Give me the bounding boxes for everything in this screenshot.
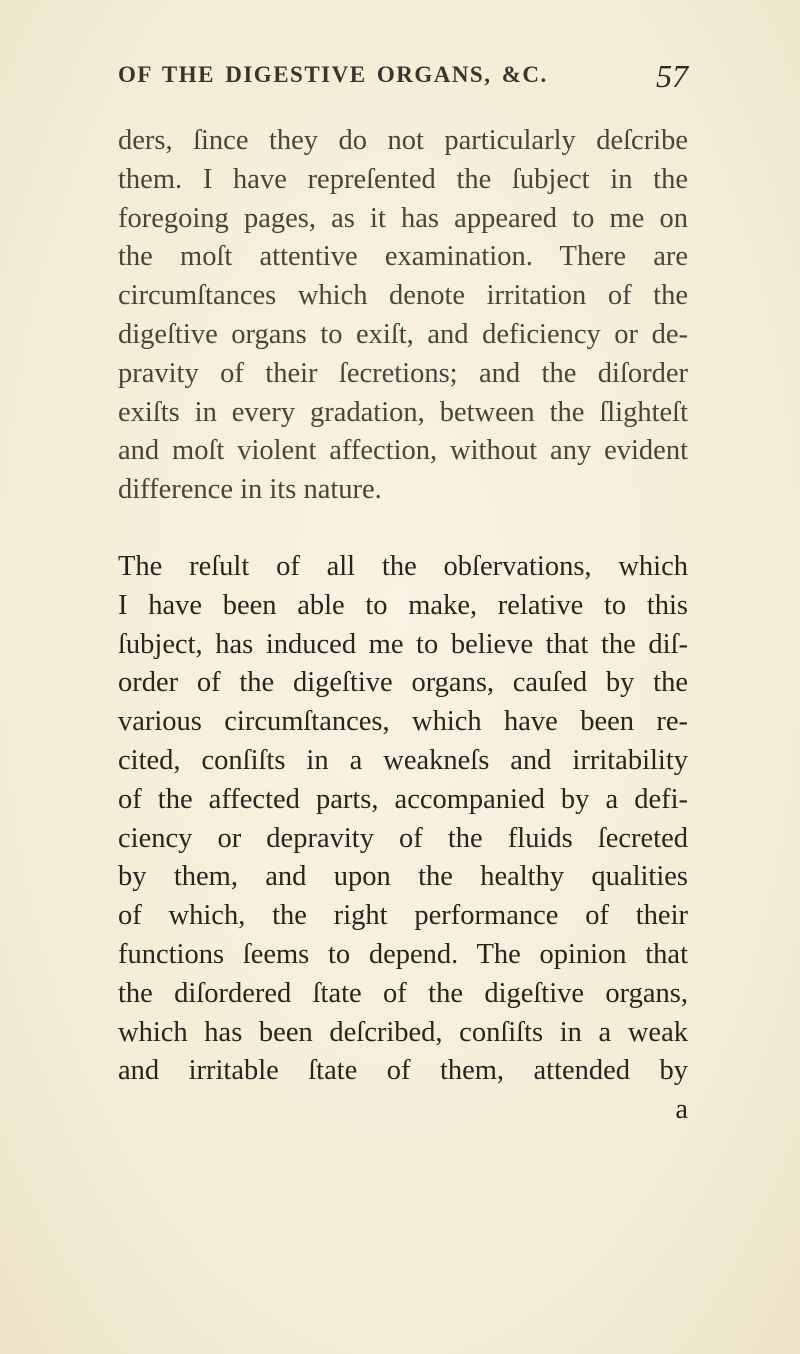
text-line: ſubject, has induced me to believe that the diſ-: [118, 628, 688, 660]
text-line: which has been deſcribed, conſiſts in a weak: [118, 1016, 688, 1048]
paragraph-2: [118, 548, 688, 1130]
text-line: the moſt attentive examination. There are: [118, 241, 688, 273]
text-line: by them, and upon the healthy qualities: [118, 861, 688, 893]
text-line: circumſtances which denote irritation of the: [118, 280, 688, 312]
text-line: order of the digeſtive organs, cauſed by the: [118, 667, 688, 699]
text-line: I have been able to make, relative to this: [118, 589, 688, 621]
text-line: difference in its nature.: [118, 474, 382, 506]
paragraph-spacer: [118, 510, 688, 548]
text-line: them. I have repreſented the ſubject in the: [118, 163, 688, 195]
running-title: OF THE DIGESTIVE ORGANS, &C.: [118, 62, 548, 87]
page-number: 57: [656, 58, 688, 94]
text-line: digeſtive organs to exiſt, and deficiency or de-: [118, 318, 688, 350]
running-head: [118, 58, 688, 96]
catchword: a: [675, 1094, 688, 1126]
text-line: pravity of their ſecretions; and the diſorder: [118, 357, 688, 389]
text-line: the diſordered ſtate of the digeſtive organs,: [118, 977, 688, 1009]
text-line: exiſts in every gradation, between the ſlighteſt: [118, 396, 688, 428]
text-line: ders, ſince they do not particularly deſcribe: [118, 125, 688, 156]
paragraph-1: [118, 122, 688, 510]
body-text: [118, 122, 688, 1130]
text-line: and moſt violent affection, without any evident: [118, 435, 688, 467]
text-line: of which, the right performance of their: [118, 900, 688, 932]
text-line: foregoing pages, as it has appeared to me on: [118, 202, 688, 234]
text-line: of the affected parts, accompanied by a defi-: [118, 783, 688, 815]
text-line: The reſult of all the obſervations, which: [118, 550, 688, 582]
text-line: cited, conſiſts in a weakneſs and irritability: [118, 744, 688, 776]
text-line: ciency or depravity of the fluids ſecreted: [118, 822, 688, 854]
text-line: and irritable ſtate of them, attended by: [118, 1055, 688, 1087]
text-line: various circumſtances, which have been re-: [118, 706, 688, 738]
text-line: functions ſeems to depend. The opinion that: [118, 938, 688, 970]
